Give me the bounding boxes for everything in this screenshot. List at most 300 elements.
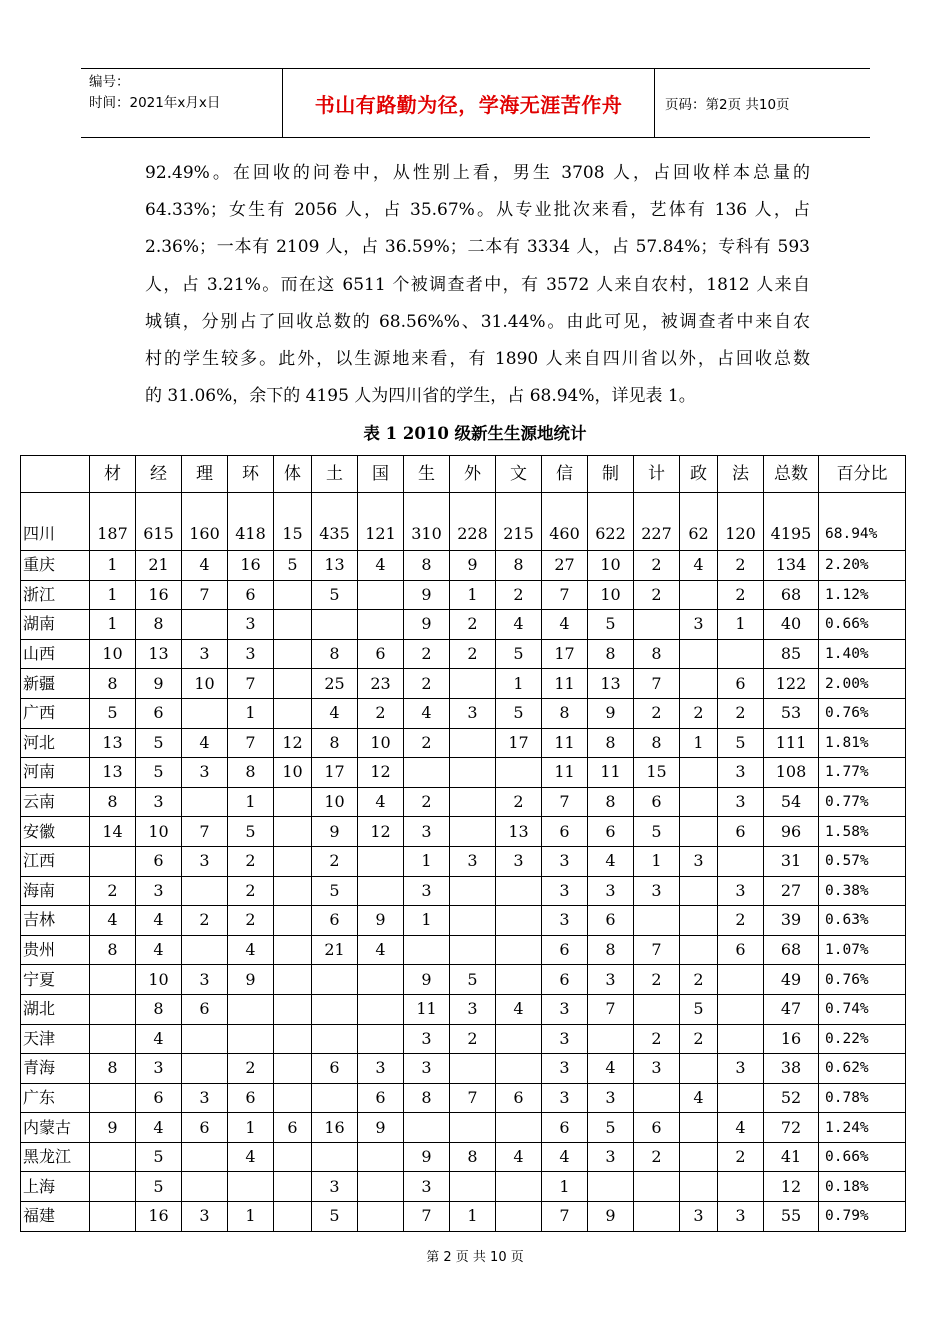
count-cell bbox=[182, 610, 228, 640]
document-date: 时间：2021年x月x日 bbox=[89, 95, 221, 111]
region-cell: 河南 bbox=[21, 758, 90, 788]
column-header: 制 bbox=[588, 456, 634, 493]
count-cell bbox=[90, 1172, 136, 1202]
count-cell: 5 bbox=[588, 1113, 634, 1143]
count-cell: 13 bbox=[90, 758, 136, 788]
count-cell: 3 bbox=[404, 1054, 450, 1084]
count-cell: 6 bbox=[228, 580, 274, 610]
count-cell bbox=[182, 1024, 228, 1054]
count-cell: 2 bbox=[634, 1024, 680, 1054]
count-cell: 10 bbox=[312, 787, 358, 817]
count-cell bbox=[680, 906, 718, 936]
count-cell: 1 bbox=[90, 551, 136, 581]
count-cell: 6 bbox=[496, 1083, 542, 1113]
region-cell: 广东 bbox=[21, 1083, 90, 1113]
count-cell bbox=[718, 994, 764, 1024]
count-cell bbox=[450, 728, 496, 758]
count-cell bbox=[450, 669, 496, 699]
count-cell: 25 bbox=[312, 669, 358, 699]
count-cell: 6 bbox=[136, 698, 182, 728]
count-cell: 8 bbox=[450, 1142, 496, 1172]
count-cell: 13 bbox=[312, 551, 358, 581]
column-header: 国 bbox=[358, 456, 404, 493]
count-cell bbox=[718, 1172, 764, 1202]
count-cell: 5 bbox=[136, 1172, 182, 1202]
count-cell bbox=[680, 935, 718, 965]
count-cell bbox=[450, 1172, 496, 1202]
count-cell: 418 bbox=[228, 493, 274, 551]
percent-cell: 0.66% bbox=[819, 1142, 906, 1172]
count-cell: 4 bbox=[90, 906, 136, 936]
count-cell bbox=[312, 1024, 358, 1054]
table-row bbox=[21, 1054, 906, 1084]
count-cell: 4 bbox=[312, 698, 358, 728]
count-cell: 4 bbox=[228, 935, 274, 965]
count-cell bbox=[182, 698, 228, 728]
total-cell: 49 bbox=[764, 965, 819, 995]
count-cell: 4 bbox=[182, 551, 228, 581]
table-row bbox=[21, 580, 906, 610]
count-cell bbox=[182, 876, 228, 906]
count-cell bbox=[634, 906, 680, 936]
column-header: 外 bbox=[450, 456, 496, 493]
count-cell: 16 bbox=[136, 1202, 182, 1232]
column-header: 环 bbox=[228, 456, 274, 493]
count-cell: 8 bbox=[90, 669, 136, 699]
total-cell: 122 bbox=[764, 669, 819, 699]
count-cell: 13 bbox=[136, 639, 182, 669]
count-cell: 2 bbox=[228, 1054, 274, 1084]
region-cell: 河北 bbox=[21, 728, 90, 758]
percent-cell: 0.66% bbox=[819, 610, 906, 640]
count-cell: 2 bbox=[718, 551, 764, 581]
count-cell bbox=[358, 1024, 404, 1054]
percent-cell: 0.22% bbox=[819, 1024, 906, 1054]
count-cell: 13 bbox=[496, 817, 542, 847]
count-cell: 9 bbox=[358, 906, 404, 936]
count-cell: 2 bbox=[312, 846, 358, 876]
count-cell: 4 bbox=[496, 1142, 542, 1172]
count-cell: 5 bbox=[312, 876, 358, 906]
count-cell: 8 bbox=[542, 698, 588, 728]
count-cell bbox=[358, 994, 404, 1024]
count-cell bbox=[274, 787, 312, 817]
count-cell bbox=[496, 1113, 542, 1143]
count-cell: 16 bbox=[228, 551, 274, 581]
paragraph-line: 92.49%。在回收的问卷中，从性别上看，男生 3708 人，占回收样本总量的 bbox=[145, 163, 810, 183]
count-cell: 6 bbox=[136, 1083, 182, 1113]
count-cell: 7 bbox=[634, 669, 680, 699]
count-cell: 8 bbox=[228, 758, 274, 788]
count-cell: 1 bbox=[404, 846, 450, 876]
count-cell: 3 bbox=[718, 876, 764, 906]
count-cell: 9 bbox=[136, 669, 182, 699]
count-cell bbox=[718, 965, 764, 995]
count-cell bbox=[274, 1202, 312, 1232]
count-cell: 3 bbox=[718, 758, 764, 788]
count-cell bbox=[680, 817, 718, 847]
count-cell: 3 bbox=[404, 1172, 450, 1202]
count-cell bbox=[358, 846, 404, 876]
table-row bbox=[21, 1202, 906, 1232]
count-cell: 4 bbox=[136, 906, 182, 936]
count-cell: 10 bbox=[136, 965, 182, 995]
count-cell: 8 bbox=[90, 787, 136, 817]
region-cell: 云南 bbox=[21, 787, 90, 817]
count-cell bbox=[680, 1142, 718, 1172]
count-cell: 7 bbox=[542, 787, 588, 817]
count-cell: 3 bbox=[450, 994, 496, 1024]
table-row bbox=[21, 698, 906, 728]
count-cell: 2 bbox=[228, 906, 274, 936]
header-corner-cell bbox=[21, 456, 90, 493]
total-cell: 85 bbox=[764, 639, 819, 669]
column-header: 理 bbox=[182, 456, 228, 493]
count-cell: 3 bbox=[404, 876, 450, 906]
count-cell: 8 bbox=[312, 639, 358, 669]
total-cell: 68 bbox=[764, 580, 819, 610]
table-header-row bbox=[21, 456, 906, 493]
count-cell bbox=[680, 787, 718, 817]
count-cell bbox=[90, 965, 136, 995]
count-cell: 3 bbox=[182, 1083, 228, 1113]
count-cell: 1 bbox=[634, 846, 680, 876]
paragraph-line: 人，占 3.21%。而在这 6511 个被调查者中，有 3572 人来自农村，1812 人来自 bbox=[145, 274, 810, 295]
paragraph-line: 城镇，分别占了回收总数的 68.56%%、31.44%。由此可见，被调查者中来自农 bbox=[145, 311, 810, 332]
total-cell: 41 bbox=[764, 1142, 819, 1172]
total-cell: 52 bbox=[764, 1083, 819, 1113]
count-cell: 1 bbox=[496, 669, 542, 699]
count-cell: 4 bbox=[496, 610, 542, 640]
count-cell: 13 bbox=[90, 728, 136, 758]
count-cell bbox=[634, 1172, 680, 1202]
region-cell: 山西 bbox=[21, 639, 90, 669]
count-cell: 8 bbox=[90, 1054, 136, 1084]
count-cell: 2 bbox=[496, 787, 542, 817]
count-cell: 6 bbox=[588, 817, 634, 847]
count-cell: 3 bbox=[718, 787, 764, 817]
count-cell: 9 bbox=[404, 1142, 450, 1172]
paragraph-line: 的 31.06%，余下的 4195 人为四川省的学生，占 68.94%，详见表 1。 bbox=[145, 386, 696, 407]
count-cell: 4 bbox=[542, 1142, 588, 1172]
page-header bbox=[81, 68, 870, 138]
count-cell bbox=[450, 1113, 496, 1143]
count-cell: 10 bbox=[358, 728, 404, 758]
column-header: 土 bbox=[312, 456, 358, 493]
percent-cell: 0.62% bbox=[819, 1054, 906, 1084]
column-header: 法 bbox=[718, 456, 764, 493]
region-cell: 吉林 bbox=[21, 906, 90, 936]
count-cell: 9 bbox=[404, 610, 450, 640]
count-cell bbox=[182, 787, 228, 817]
count-cell bbox=[680, 758, 718, 788]
count-cell: 160 bbox=[182, 493, 228, 551]
count-cell bbox=[680, 876, 718, 906]
count-cell bbox=[358, 965, 404, 995]
column-header: 生 bbox=[404, 456, 450, 493]
count-cell bbox=[274, 639, 312, 669]
count-cell: 21 bbox=[136, 551, 182, 581]
count-cell: 4 bbox=[136, 1024, 182, 1054]
count-cell bbox=[274, 935, 312, 965]
percent-cell: 0.77% bbox=[819, 787, 906, 817]
count-cell: 2 bbox=[680, 698, 718, 728]
count-cell: 27 bbox=[542, 551, 588, 581]
count-cell bbox=[182, 1054, 228, 1084]
count-cell: 3 bbox=[588, 1083, 634, 1113]
column-header: 百分比 bbox=[819, 456, 906, 493]
count-cell: 6 bbox=[718, 935, 764, 965]
count-cell: 1 bbox=[718, 610, 764, 640]
count-cell: 228 bbox=[450, 493, 496, 551]
count-cell: 4 bbox=[228, 1142, 274, 1172]
count-cell: 11 bbox=[542, 728, 588, 758]
count-cell: 4 bbox=[588, 846, 634, 876]
region-cell: 青海 bbox=[21, 1054, 90, 1084]
count-cell bbox=[90, 1142, 136, 1172]
count-cell bbox=[274, 817, 312, 847]
count-cell bbox=[718, 639, 764, 669]
count-cell: 5 bbox=[634, 817, 680, 847]
percent-cell: 0.57% bbox=[819, 846, 906, 876]
count-cell: 11 bbox=[542, 669, 588, 699]
count-cell: 3 bbox=[542, 994, 588, 1024]
count-cell bbox=[450, 1054, 496, 1084]
count-cell: 3 bbox=[634, 876, 680, 906]
total-cell: 27 bbox=[764, 876, 819, 906]
count-cell: 4 bbox=[542, 610, 588, 640]
count-cell: 10 bbox=[274, 758, 312, 788]
count-cell: 8 bbox=[588, 787, 634, 817]
count-cell: 5 bbox=[90, 698, 136, 728]
count-cell bbox=[274, 994, 312, 1024]
count-cell: 2 bbox=[718, 1142, 764, 1172]
table-row bbox=[21, 1024, 906, 1054]
count-cell: 5 bbox=[588, 610, 634, 640]
count-cell: 9 bbox=[228, 965, 274, 995]
count-cell: 3 bbox=[680, 1202, 718, 1232]
count-cell: 7 bbox=[588, 994, 634, 1024]
count-cell: 6 bbox=[274, 1113, 312, 1143]
count-cell: 3 bbox=[358, 1054, 404, 1084]
total-cell: 40 bbox=[764, 610, 819, 640]
region-cell: 广西 bbox=[21, 698, 90, 728]
count-cell bbox=[182, 935, 228, 965]
count-cell: 2 bbox=[634, 698, 680, 728]
count-cell bbox=[358, 876, 404, 906]
count-cell: 9 bbox=[404, 580, 450, 610]
count-cell: 6 bbox=[312, 906, 358, 936]
count-cell: 2 bbox=[404, 787, 450, 817]
count-cell: 3 bbox=[450, 698, 496, 728]
count-cell: 8 bbox=[136, 994, 182, 1024]
count-cell: 6 bbox=[634, 787, 680, 817]
count-cell: 1 bbox=[228, 1202, 274, 1232]
count-cell bbox=[634, 1202, 680, 1232]
total-cell: 38 bbox=[764, 1054, 819, 1084]
count-cell bbox=[496, 906, 542, 936]
count-cell: 17 bbox=[312, 758, 358, 788]
count-cell: 5 bbox=[136, 1142, 182, 1172]
count-cell bbox=[90, 994, 136, 1024]
count-cell bbox=[680, 580, 718, 610]
count-cell bbox=[404, 758, 450, 788]
table-row bbox=[21, 639, 906, 669]
count-cell: 6 bbox=[542, 965, 588, 995]
total-cell: 108 bbox=[764, 758, 819, 788]
percent-cell: 0.18% bbox=[819, 1172, 906, 1202]
table-row bbox=[21, 935, 906, 965]
count-cell: 9 bbox=[450, 551, 496, 581]
count-cell bbox=[274, 610, 312, 640]
total-cell: 55 bbox=[764, 1202, 819, 1232]
region-cell: 湖南 bbox=[21, 610, 90, 640]
count-cell: 8 bbox=[136, 610, 182, 640]
count-cell bbox=[496, 758, 542, 788]
count-cell: 4 bbox=[182, 728, 228, 758]
count-cell: 12 bbox=[358, 758, 404, 788]
count-cell: 120 bbox=[718, 493, 764, 551]
count-cell: 7 bbox=[182, 817, 228, 847]
count-cell: 2 bbox=[228, 846, 274, 876]
count-cell: 9 bbox=[312, 817, 358, 847]
count-cell: 2 bbox=[718, 906, 764, 936]
count-cell: 1 bbox=[450, 1202, 496, 1232]
count-cell: 2 bbox=[634, 580, 680, 610]
table-row bbox=[21, 1083, 906, 1113]
count-cell: 2 bbox=[90, 876, 136, 906]
count-cell bbox=[228, 1024, 274, 1054]
count-cell: 3 bbox=[228, 639, 274, 669]
percent-cell: 1.07% bbox=[819, 935, 906, 965]
total-cell: 16 bbox=[764, 1024, 819, 1054]
count-cell: 15 bbox=[634, 758, 680, 788]
count-cell: 2 bbox=[680, 965, 718, 995]
count-cell bbox=[312, 610, 358, 640]
count-cell: 5 bbox=[274, 551, 312, 581]
count-cell: 7 bbox=[634, 935, 680, 965]
count-cell: 3 bbox=[182, 639, 228, 669]
total-cell: 134 bbox=[764, 551, 819, 581]
origin-statistics-table bbox=[20, 455, 906, 1232]
percent-cell: 2.00% bbox=[819, 669, 906, 699]
count-cell bbox=[634, 994, 680, 1024]
count-cell bbox=[274, 669, 312, 699]
column-header: 文 bbox=[496, 456, 542, 493]
count-cell: 10 bbox=[136, 817, 182, 847]
count-cell: 11 bbox=[404, 994, 450, 1024]
count-cell: 1 bbox=[680, 728, 718, 758]
count-cell: 2 bbox=[718, 698, 764, 728]
column-header: 政 bbox=[680, 456, 718, 493]
total-cell: 31 bbox=[764, 846, 819, 876]
total-cell: 53 bbox=[764, 698, 819, 728]
count-cell: 5 bbox=[312, 580, 358, 610]
count-cell: 8 bbox=[634, 639, 680, 669]
table-row bbox=[21, 846, 906, 876]
count-cell bbox=[450, 758, 496, 788]
count-cell: 2 bbox=[634, 1142, 680, 1172]
count-cell: 1 bbox=[228, 1113, 274, 1143]
count-cell bbox=[312, 994, 358, 1024]
count-cell bbox=[680, 669, 718, 699]
table-row bbox=[21, 551, 906, 581]
count-cell: 2 bbox=[680, 1024, 718, 1054]
region-cell: 黑龙江 bbox=[21, 1142, 90, 1172]
table-row bbox=[21, 994, 906, 1024]
count-cell bbox=[358, 610, 404, 640]
count-cell: 3 bbox=[496, 846, 542, 876]
count-cell: 4 bbox=[404, 698, 450, 728]
count-cell: 11 bbox=[542, 758, 588, 788]
count-cell bbox=[718, 1083, 764, 1113]
count-cell: 8 bbox=[312, 728, 358, 758]
percent-cell: 0.79% bbox=[819, 1202, 906, 1232]
count-cell bbox=[274, 846, 312, 876]
count-cell bbox=[588, 1172, 634, 1202]
count-cell: 6 bbox=[228, 1083, 274, 1113]
count-cell: 4 bbox=[718, 1113, 764, 1143]
count-cell: 6 bbox=[718, 669, 764, 699]
count-cell: 3 bbox=[136, 787, 182, 817]
count-cell: 12 bbox=[274, 728, 312, 758]
count-cell: 2 bbox=[450, 639, 496, 669]
count-cell: 3 bbox=[182, 1202, 228, 1232]
count-cell: 1 bbox=[228, 698, 274, 728]
count-cell bbox=[680, 1172, 718, 1202]
region-cell: 海南 bbox=[21, 876, 90, 906]
count-cell: 4 bbox=[136, 1113, 182, 1143]
count-cell: 5 bbox=[450, 965, 496, 995]
column-header: 总数 bbox=[764, 456, 819, 493]
count-cell bbox=[90, 1024, 136, 1054]
count-cell: 622 bbox=[588, 493, 634, 551]
count-cell: 3 bbox=[228, 610, 274, 640]
count-cell bbox=[182, 1172, 228, 1202]
count-cell: 4 bbox=[358, 787, 404, 817]
count-cell bbox=[450, 817, 496, 847]
region-cell: 天津 bbox=[21, 1024, 90, 1054]
count-cell: 4 bbox=[358, 551, 404, 581]
total-cell: 4195 bbox=[764, 493, 819, 551]
paragraph-line: 村的学生较多。此外，以生源地来看，有 1890 人来自四川省以外，占回收总数 bbox=[145, 348, 810, 369]
paragraph-line: 64.33%；女生有 2056 人，占 35.67%。从专业批次来看，艺体有 136 人，占 bbox=[145, 200, 810, 221]
count-cell bbox=[182, 1142, 228, 1172]
count-cell bbox=[718, 846, 764, 876]
count-cell bbox=[228, 1172, 274, 1202]
count-cell: 3 bbox=[634, 1054, 680, 1084]
paragraph-line: 2.36%；一本有 2109 人，占 36.59%；二本有 3334 人，占 57.84%；专科有 593 bbox=[145, 237, 810, 258]
count-cell bbox=[634, 610, 680, 640]
count-cell: 14 bbox=[90, 817, 136, 847]
count-cell: 460 bbox=[542, 493, 588, 551]
count-cell: 3 bbox=[680, 610, 718, 640]
table-row bbox=[21, 1142, 906, 1172]
document-number-label: 编号： bbox=[89, 74, 130, 90]
count-cell: 3 bbox=[136, 876, 182, 906]
count-cell: 8 bbox=[588, 639, 634, 669]
count-cell: 3 bbox=[718, 1202, 764, 1232]
count-cell: 7 bbox=[182, 580, 228, 610]
count-cell bbox=[450, 876, 496, 906]
count-cell bbox=[496, 1024, 542, 1054]
percent-cell: 1.40% bbox=[819, 639, 906, 669]
count-cell: 6 bbox=[542, 1113, 588, 1143]
count-cell: 2 bbox=[404, 639, 450, 669]
percent-cell: 0.78% bbox=[819, 1083, 906, 1113]
count-cell bbox=[680, 1113, 718, 1143]
count-cell: 6 bbox=[358, 639, 404, 669]
